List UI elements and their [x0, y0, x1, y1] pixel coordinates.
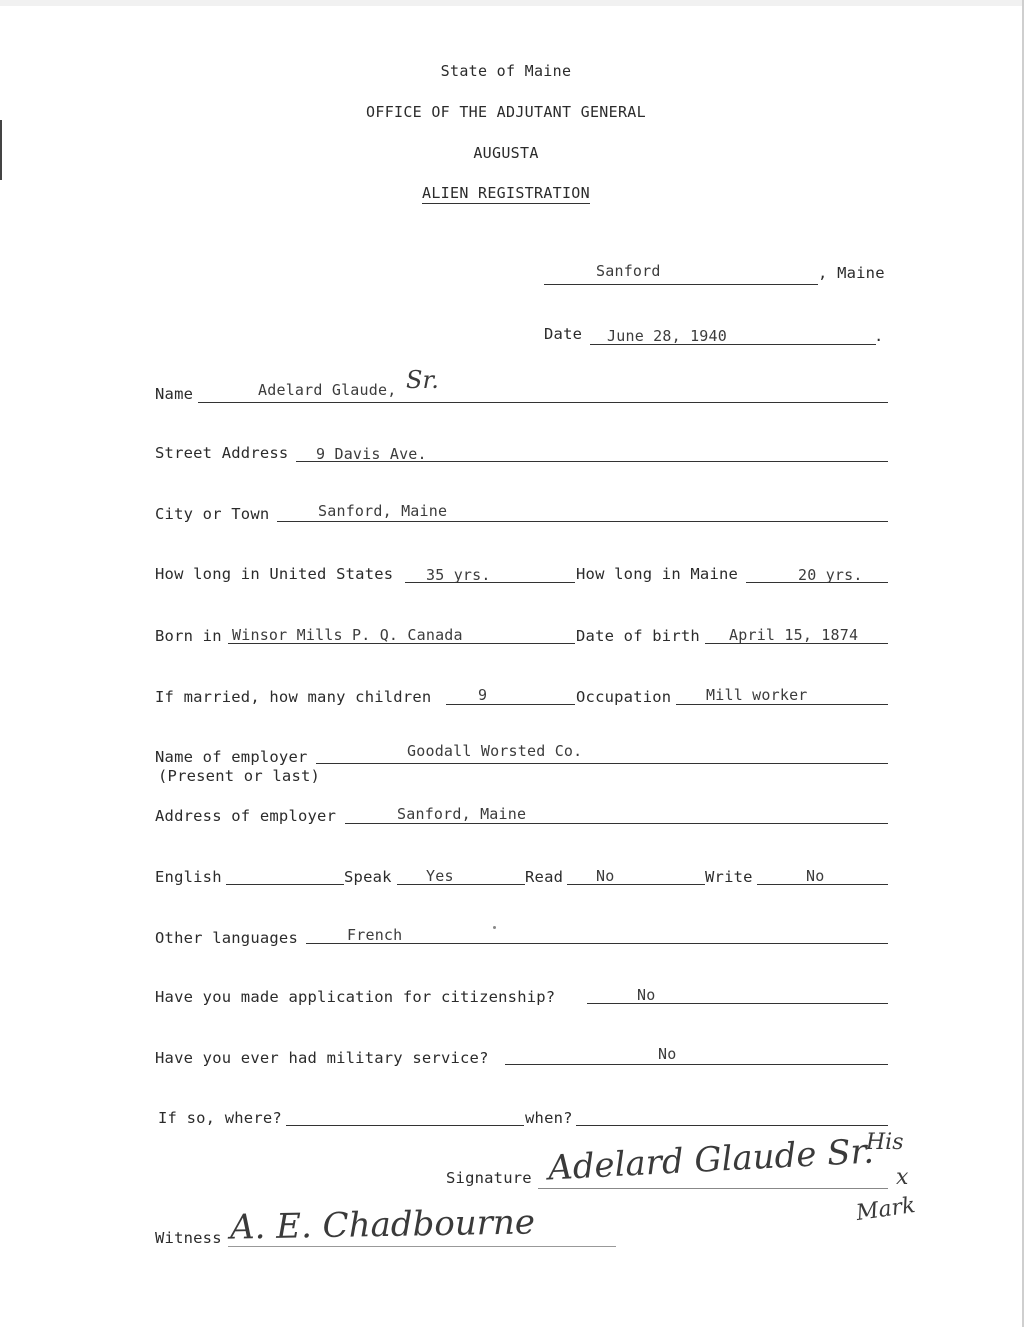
city-value: Sanford, Maine	[318, 502, 448, 520]
employer-sublabel: (Present or last)	[158, 767, 321, 785]
witness-value: A. E. Chadbourne	[229, 1202, 536, 1248]
maine-time-line	[746, 582, 888, 583]
read-value: No	[596, 867, 615, 885]
maine-time-value: 20 yrs.	[798, 566, 863, 584]
military-label: Have you ever had military service?	[155, 1049, 489, 1067]
write-line	[757, 884, 888, 885]
signature-mark-word: Mark	[854, 1192, 917, 1227]
speck	[493, 926, 496, 929]
employer-value: Goodall Worsted Co.	[407, 742, 583, 760]
name-value: Adelard Glaude,	[258, 381, 397, 399]
dob-value: April 15, 1874	[729, 626, 859, 644]
place-town: Sanford	[596, 262, 661, 280]
where-label: If so, where?	[158, 1109, 282, 1127]
header-title-text: ALIEN REGISTRATION	[422, 184, 590, 202]
when-line	[576, 1125, 888, 1126]
signature-value: Adelard Glaude Sr.	[547, 1131, 875, 1189]
write-label: Write	[705, 868, 753, 886]
witness-line	[228, 1246, 616, 1247]
place-line	[544, 284, 818, 285]
scan-edge-top	[0, 0, 1024, 6]
date-label: Date	[544, 325, 583, 343]
write-value: No	[806, 867, 825, 885]
children-line	[446, 704, 575, 705]
employer-address-label: Address of employer	[155, 807, 337, 825]
header-state: State of Maine	[440, 62, 572, 80]
citizenship-line	[587, 1003, 888, 1004]
us-time-label: How long in United States	[155, 565, 394, 583]
occupation-value: Mill worker	[706, 686, 808, 704]
children-value: 9	[478, 686, 488, 704]
when-label: when?	[525, 1109, 573, 1127]
military-value: No	[658, 1045, 677, 1063]
header-city: AUGUSTA	[473, 144, 539, 162]
other-languages-label: Other languages	[155, 929, 298, 947]
header-title	[0, 184, 1012, 202]
born-line	[228, 643, 575, 644]
english-line	[226, 884, 344, 885]
english-label: English	[155, 868, 222, 886]
place-state: , Maine	[818, 264, 885, 282]
other-languages-value: French	[347, 926, 403, 944]
children-label: If married, how many children	[155, 688, 432, 706]
maine-time-label: How long in Maine	[576, 565, 739, 583]
occupation-label: Occupation	[576, 688, 672, 706]
date-end: .	[874, 327, 884, 345]
street-line	[296, 461, 888, 462]
employer-address-line	[345, 823, 888, 824]
military-line	[505, 1064, 888, 1065]
signature-label: Signature	[446, 1169, 532, 1187]
signature-mark-x: x	[896, 1165, 909, 1190]
dob-label: Date of birth	[576, 627, 700, 645]
street-value: 9 Davis Ave.	[316, 445, 427, 463]
us-time-value: 35 yrs.	[426, 566, 491, 584]
born-label: Born in	[155, 627, 222, 645]
street-label: Street Address	[155, 444, 289, 462]
where-line	[286, 1125, 524, 1126]
occupation-line	[676, 704, 888, 705]
us-time-line	[405, 582, 575, 583]
citizenship-label: Have you made application for citizenship?	[155, 988, 556, 1006]
read-line	[567, 884, 705, 885]
date-line	[590, 344, 876, 345]
dob-line	[705, 643, 888, 644]
speak-line	[397, 884, 525, 885]
name-suffix: Sr.	[406, 366, 439, 394]
read-label: Read	[525, 868, 564, 886]
speak-value: Yes	[426, 867, 454, 885]
signature-mark-his: His	[866, 1130, 904, 1155]
name-label: Name	[155, 385, 194, 403]
employer-line	[316, 763, 888, 764]
employer-label: Name of employer	[155, 748, 308, 766]
other-languages-line	[306, 943, 888, 944]
employer-address-value: Sanford, Maine	[397, 805, 527, 823]
witness-label: Witness	[155, 1229, 222, 1247]
name-line	[198, 402, 888, 403]
signature-line	[538, 1188, 888, 1189]
date-value: June 28, 1940	[607, 327, 727, 345]
header-office: OFFICE OF THE ADJUTANT GENERAL	[366, 103, 646, 121]
city-line	[277, 521, 888, 522]
city-label: City or Town	[155, 505, 270, 523]
speak-label: Speak	[344, 868, 392, 886]
born-value: Winsor Mills P. Q. Canada	[232, 626, 463, 644]
citizenship-value: No	[637, 986, 656, 1004]
